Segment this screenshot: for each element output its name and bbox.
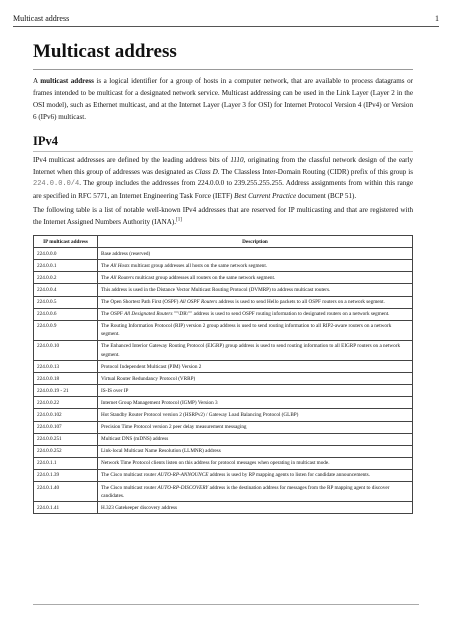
table-row xyxy=(34,373,413,385)
table-row xyxy=(34,361,413,373)
cell-address: 224.0.1.1 xyxy=(34,457,98,469)
table-row xyxy=(34,272,413,284)
table-row xyxy=(34,320,413,340)
table-body xyxy=(34,248,413,514)
cell-description: The Open Shortest Path First (OSPF) All OSPF Routers address is used to send Hello packets to all OSPF routers on a network segment. xyxy=(98,296,413,308)
cell-description: The All Routers multicast group addresses all routers on the same network segment. xyxy=(98,272,413,284)
table-row xyxy=(34,433,413,445)
cell-address: 224.0.0.251 xyxy=(34,433,98,445)
table-row xyxy=(34,385,413,397)
cell-description: H.323 Gatekeeper discovery address xyxy=(98,502,413,514)
cell-address: 224.0.0.19 - 21 xyxy=(34,385,98,397)
table-row xyxy=(34,248,413,260)
cell-address: 224.0.0.10 xyxy=(34,340,98,360)
table-row xyxy=(34,260,413,272)
cell-description: Protocol Independent Multicast (PIM) Version 2 xyxy=(98,361,413,373)
table-row xyxy=(34,397,413,409)
cell-description: Base address (reserved) xyxy=(98,248,413,260)
section-heading-ipv4: IPv4 xyxy=(33,133,413,152)
running-header-title: Multicast address xyxy=(13,14,70,23)
cell-description: The OSPF All Designated Routers ""\DR\"" address is used to send OSPF routing information to designated routers on a network segment. xyxy=(98,308,413,320)
cell-address: 224.0.0.5 xyxy=(34,296,98,308)
footer-rule xyxy=(33,604,419,605)
cell-address: 224.0.0.6 xyxy=(34,308,98,320)
cell-description: Virtual Router Redundancy Protocol (VRRP) xyxy=(98,373,413,385)
cell-address: 224.0.0.0 xyxy=(34,248,98,260)
cell-address: 224.0.0.2 xyxy=(34,272,98,284)
article-content xyxy=(33,40,413,514)
intro-bold-term: multicast address xyxy=(40,77,94,85)
cell-address: 224.0.1.40 xyxy=(34,482,98,502)
table-row xyxy=(34,340,413,360)
cell-description: IS-IS over IP xyxy=(98,385,413,397)
cell-description: The All Hosts multicast group addresses all hosts on the same network segment. xyxy=(98,260,413,272)
cell-description: This address is used in the Distance Vector Multicast Routing Protocol (DVMRP) to address multicast routers. xyxy=(98,284,413,296)
cell-address: 224.0.0.22 xyxy=(34,397,98,409)
table-row xyxy=(34,409,413,421)
cell-description: Hot Standby Router Protocol version 2 (HSRPv2) / Gateway Load Balancing Protocol (GLBP) xyxy=(98,409,413,421)
running-header xyxy=(13,12,439,27)
cell-address: 224.0.1.39 xyxy=(34,469,98,481)
table-header-row xyxy=(34,236,413,248)
cell-address: 224.0.0.9 xyxy=(34,320,98,340)
table-row xyxy=(34,284,413,296)
table-row xyxy=(34,421,413,433)
table-row xyxy=(34,457,413,469)
cell-address: 224.0.0.107 xyxy=(34,421,98,433)
cell-address: 224.0.0.4 xyxy=(34,284,98,296)
cell-address: 224.0.0.13 xyxy=(34,361,98,373)
cell-description: The Enhanced Interior Gateway Routing Protocol (EIGRP) group address is used to send routing information to all EIGRP routers on a network segment. xyxy=(98,340,413,360)
cell-description: Precision Time Protocol version 2 peer delay measurement messaging xyxy=(98,421,413,433)
cell-description: Network Time Protocol clients listen on this address for protocol messages when operating in multicast mode. xyxy=(98,457,413,469)
cell-description: Multicast DNS (mDNS) address xyxy=(98,433,413,445)
page-number: 1 xyxy=(435,14,439,23)
column-header-description: Description xyxy=(98,236,413,248)
ipv4-paragraph-2: The following table is a list of notable well-known IPv4 addresses that are reserved for IP multicasting and that are registered with the Internet Assigned Numbers Authority (IANA).[1] xyxy=(33,206,413,227)
cell-description: The Cisco multicast router AUTO-RP-ANNOUNCE address is used by RP mapping agents to listen for candidate announcements. xyxy=(98,469,413,481)
cell-address: 224.0.1.41 xyxy=(34,502,98,514)
table-row xyxy=(34,308,413,320)
column-header-address: IP multicast address xyxy=(34,236,98,248)
ipv4-paragraph-1: IPv4 multicast addresses are defined by the leading address bits of 1110, originating from the classful network design of the early Internet when this group of addresses was designated as Class D. The Classless Inter-Domain Routing (CIDR) prefix of this group is 224.0.0.0/4. The group includes the addresses from 224.0.0.0 to 239.255.255.255. Address assignments from within this range are specified in RFC 5771, an Internet Engineering Task Force (IETF) Best Current Practice document (BCP 51). xyxy=(33,155,413,201)
cell-description: The Cisco multicast router AUTO-RP-DISCOVERY address is the destination address for messages from the RP mapping agent to discover candidates. xyxy=(98,482,413,502)
page-title: Multicast address xyxy=(33,40,413,70)
table-row xyxy=(34,296,413,308)
table-row xyxy=(34,469,413,481)
intro-paragraph: A multicast address is a logical identifier for a group of hosts in a computer network, that are available to process datagrams or frames intended to be multicast for a designated network service. Multicast addressing can be used in the Link Layer (Layer 2 in the OSI model), such as Ethernet multicast, and at the Internet Layer (Layer 3 for OSI) for Internet Protocol Version 4 (IPv4) or Version 6 (IPv6) multicast. xyxy=(33,77,413,121)
cidr-prefix: 224.0.0.0/4 xyxy=(33,180,80,189)
cell-address: 224.0.0.1 xyxy=(34,260,98,272)
table-row xyxy=(34,482,413,502)
cell-address: 224.0.0.252 xyxy=(34,445,98,457)
cell-address: 224.0.0.102 xyxy=(34,409,98,421)
cell-description: Internet Group Management Protocol (IGMP) Version 3 xyxy=(98,397,413,409)
reference-link[interactable]: [1] xyxy=(176,217,182,223)
table-row xyxy=(34,502,413,514)
multicast-address-table xyxy=(33,235,413,514)
cell-description: The Routing Information Protocol (RIP) version 2 group address is used to send routing information to all RIP2-aware routers on a network segment. xyxy=(98,320,413,340)
cell-description: Link-local Multicast Name Resolution (LLMNR) address xyxy=(98,445,413,457)
cell-address: 224.0.0.18 xyxy=(34,373,98,385)
table-row xyxy=(34,445,413,457)
